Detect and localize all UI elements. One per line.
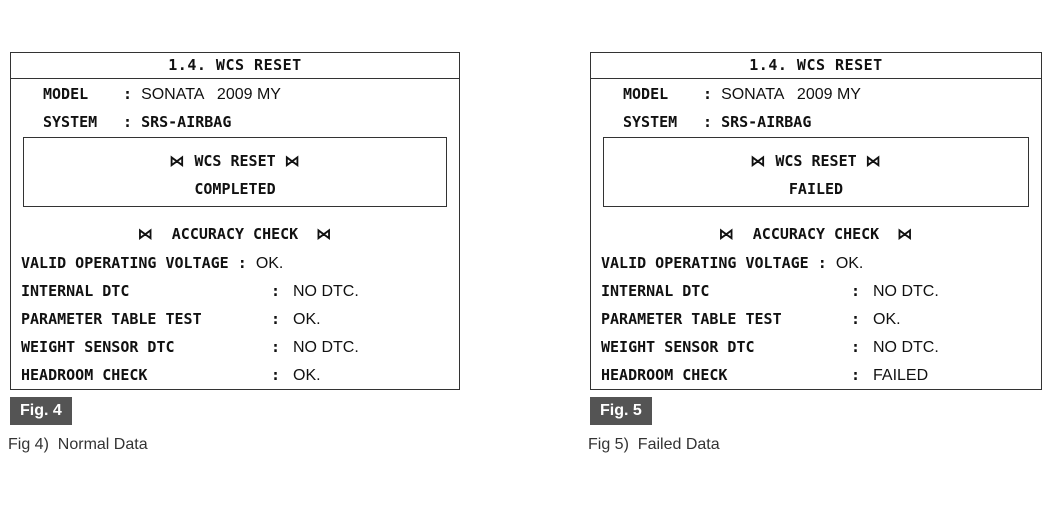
- decor-icon: ⋈: [897, 225, 914, 243]
- fig-label: Fig. 4: [10, 397, 72, 425]
- check-name: VALID OPERATING VOLTAGE: [21, 254, 229, 272]
- check-name: INTERNAL DTC: [601, 282, 710, 300]
- check-name: PARAMETER TABLE TEST: [601, 310, 782, 328]
- check-value: NO DTC.: [873, 283, 939, 300]
- system-value: SRS-AIRBAG: [141, 113, 232, 131]
- check-value: OK.: [255, 255, 284, 272]
- system-label: SYSTEM: [623, 113, 678, 131]
- decor-icon: ⋈: [284, 152, 301, 170]
- model-value: SONATA 2009 MY: [721, 86, 861, 103]
- check-name: WEIGHT SENSOR DTC: [21, 338, 175, 356]
- check-name: HEADROOM CHECK: [21, 366, 148, 384]
- system-label: SYSTEM: [43, 113, 98, 131]
- decor-icon: ⋈: [169, 152, 186, 170]
- check-value: OK.: [293, 367, 321, 384]
- result-box: [23, 137, 447, 207]
- check-name: HEADROOM CHECK: [601, 366, 728, 384]
- figure-5: [588, 52, 1042, 453]
- check-name: WEIGHT SENSOR DTC: [601, 338, 755, 356]
- figure-4: [8, 52, 460, 453]
- decor-icon: ⋈: [316, 225, 333, 243]
- decor-icon: ⋈: [865, 152, 882, 170]
- check-row: PARAMETER TABLE TEST : OK.: [601, 310, 901, 328]
- result-status: COMPLETED: [194, 180, 276, 198]
- check-row: HEADROOM CHECK : OK.: [21, 366, 321, 384]
- model-row: MODEL : SONATA 2009 MY: [623, 85, 861, 103]
- check-name: INTERNAL DTC: [21, 282, 130, 300]
- check-value: OK.: [873, 311, 901, 328]
- model-label: MODEL: [623, 85, 669, 103]
- check-row: INTERNAL DTC : NO DTC.: [601, 282, 939, 300]
- decor-icon: ⋈: [137, 225, 154, 243]
- system-value: SRS-AIRBAG: [721, 113, 812, 131]
- check-name: VALID OPERATING VOLTAGE: [601, 254, 809, 272]
- check-value: OK.: [835, 255, 864, 272]
- result-heading: WCS RESET: [775, 152, 857, 170]
- check-row: PARAMETER TABLE TEST : OK.: [21, 310, 321, 328]
- accuracy-heading-row: [591, 225, 1041, 243]
- check-row: INTERNAL DTC : NO DTC.: [21, 282, 359, 300]
- result-box: [603, 137, 1029, 207]
- figure-caption: Fig 4) Normal Data: [8, 436, 148, 453]
- screen-title: 1.4. WCS RESET: [11, 53, 459, 79]
- check-value: OK.: [293, 311, 321, 328]
- system-row: SYSTEM : SRS-AIRBAG: [623, 113, 812, 131]
- check-value: NO DTC.: [293, 283, 359, 300]
- check-value: NO DTC.: [293, 339, 359, 356]
- check-value: FAILED: [873, 367, 929, 384]
- model-value: SONATA 2009 MY: [141, 86, 281, 103]
- accuracy-heading: ACCURACY CHECK: [171, 225, 299, 243]
- check-name: PARAMETER TABLE TEST: [21, 310, 202, 328]
- result-heading: WCS RESET: [194, 152, 276, 170]
- figure-caption: Fig 5) Failed Data: [588, 436, 720, 453]
- check-row: VALID OPERATING VOLTAGE : OK.: [21, 254, 284, 272]
- model-row: MODEL : SONATA 2009 MY: [43, 85, 281, 103]
- check-row: WEIGHT SENSOR DTC : NO DTC.: [21, 338, 359, 356]
- check-row: WEIGHT SENSOR DTC : NO DTC.: [601, 338, 939, 356]
- result-status: FAILED: [788, 180, 844, 198]
- accuracy-heading-row: [11, 225, 459, 243]
- screen-title: 1.4. WCS RESET: [591, 53, 1041, 79]
- decor-icon: ⋈: [718, 225, 735, 243]
- accuracy-heading: ACCURACY CHECK: [752, 225, 880, 243]
- wcs-reset-screen: [590, 52, 1042, 390]
- wcs-reset-screen: [10, 52, 460, 390]
- check-value: NO DTC.: [873, 339, 939, 356]
- check-row: VALID OPERATING VOLTAGE : OK.: [601, 254, 864, 272]
- model-label: MODEL: [43, 85, 89, 103]
- fig-label: Fig. 5: [590, 397, 652, 425]
- check-row: HEADROOM CHECK : FAILED: [601, 366, 929, 384]
- system-row: SYSTEM : SRS-AIRBAG: [43, 113, 232, 131]
- decor-icon: ⋈: [750, 152, 767, 170]
